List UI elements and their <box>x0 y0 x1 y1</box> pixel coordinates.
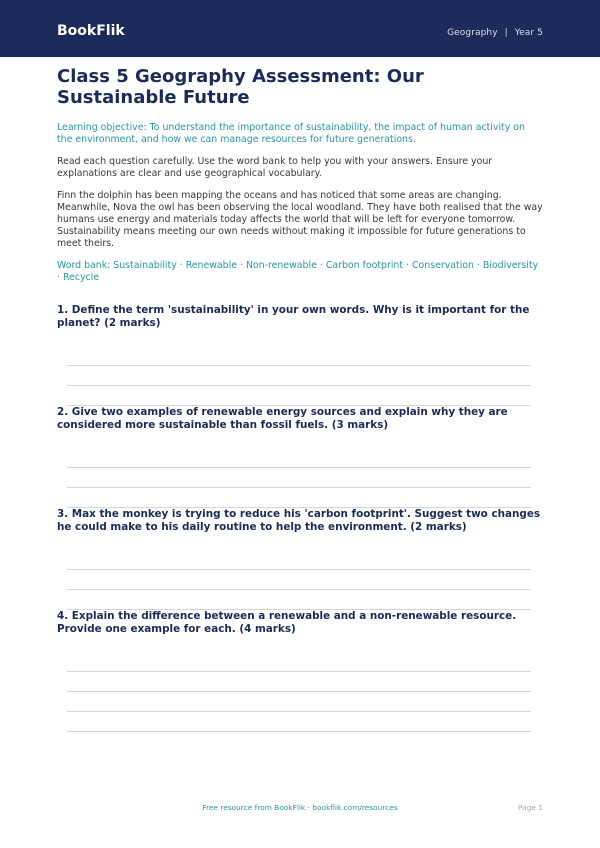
subject-label: Geography <box>447 28 498 38</box>
subject-year-label <box>447 28 543 38</box>
question-1: 1. Define the term 'sustainability' in your own words. Why is it important for the planet? (2 marks) <box>57 304 530 329</box>
learning-objective: Learning objective: To understand the importance of sustainability, the impact of human activity on the environment, and how we can manage resources for future generations. <box>57 122 525 145</box>
story-text: Finn the dolphin has been mapping the oceans and has noticed that some areas are changing. Meanwhile, Nova the owl has been observing the local woodland. They have both realised that the way humans use energy and materials today affects the world that will be left for everyone tomorrow. Sustainability means meeting our own needs without making it impossible for future generations to meet theirs. <box>57 190 543 249</box>
answer-line[interactable] <box>67 385 531 386</box>
question-4: 4. Explain the difference between a renewable and a non-renewable resource. Provide one example for each. (4 marks) <box>57 610 543 636</box>
page-header <box>0 0 600 57</box>
worksheet-body <box>57 66 543 306</box>
answer-line[interactable] <box>67 589 531 590</box>
answer-line[interactable] <box>67 365 531 366</box>
brand-logo: BookFlik <box>57 23 125 39</box>
year-label: Year 5 <box>514 28 543 38</box>
answer-line[interactable] <box>67 569 531 570</box>
answer-line[interactable] <box>67 711 531 712</box>
page-number: Page 1 <box>518 803 543 812</box>
answer-line[interactable] <box>67 671 531 672</box>
footer-link[interactable]: Free resource from BookFlik · bookflik.com/resources <box>202 803 398 812</box>
question-2: 2. Give two examples of renewable energy sources and explain why they are considered more sustainable than fossil fuels. (3 marks) <box>57 406 543 432</box>
answer-line[interactable] <box>67 487 531 488</box>
question-3: 3. Max the monkey is trying to reduce his 'carbon footprint'. Suggest two changes he could make to his daily routine to help the environment. (2 marks) <box>57 508 543 534</box>
answer-line[interactable] <box>67 691 531 692</box>
page-title: Class 5 Geography Assessment: Our Sustainable Future <box>57 66 424 108</box>
header-separator: | <box>504 28 508 38</box>
instructions-text: Read each question carefully. Use the word bank to help you with your answers. Ensure your explanations are clear and use geographical vocabulary. <box>57 156 493 179</box>
answer-line[interactable] <box>67 467 531 468</box>
answer-line[interactable] <box>67 731 531 732</box>
word-bank: Word bank: Sustainability · Renewable · Non-renewable · Carbon footprint · Conservation · Biodiversity · Recycle <box>57 260 539 283</box>
